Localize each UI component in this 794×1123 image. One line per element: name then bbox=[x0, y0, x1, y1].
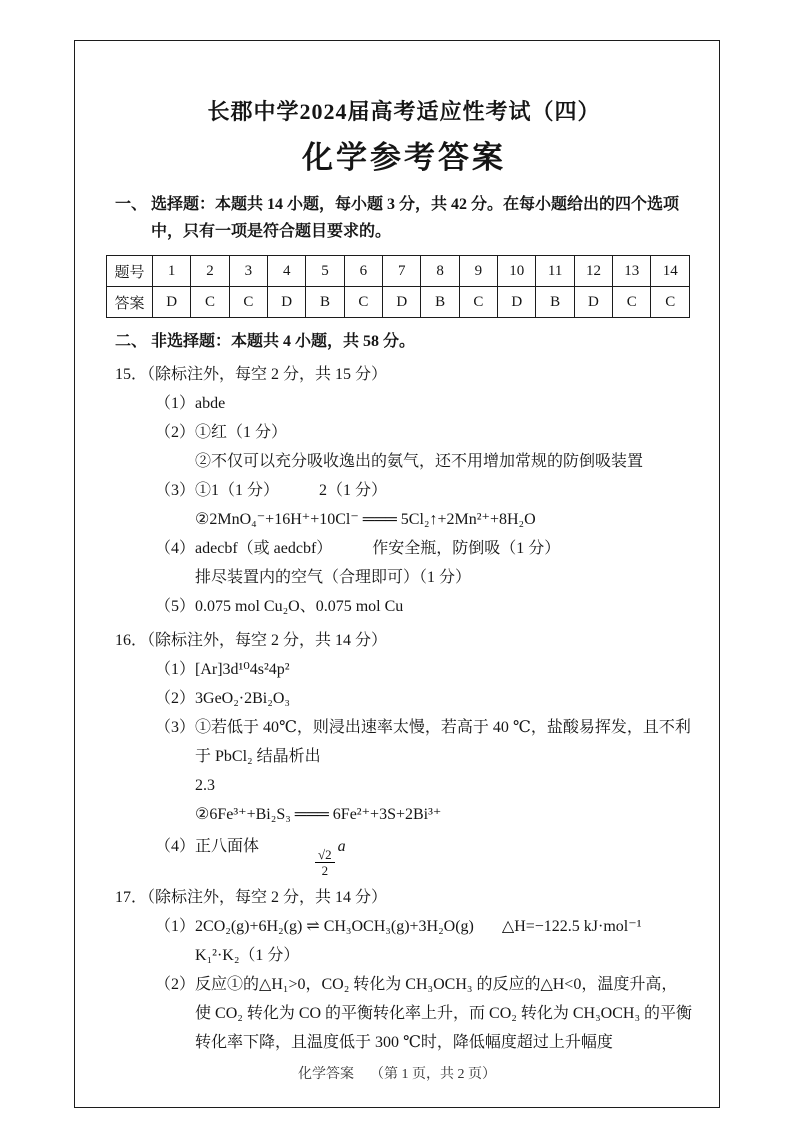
answer-cell: C bbox=[344, 287, 382, 318]
answer-cell: D bbox=[498, 287, 536, 318]
answer-item bbox=[155, 592, 693, 621]
chem-equation: ②2MnO₄⁻+16H⁺+10Cl⁻ ═══ 5Cl₂↑+2Mn²⁺+8H₂O bbox=[195, 511, 536, 528]
question-15-block bbox=[115, 360, 693, 621]
answers-title: 化学参考答案 bbox=[302, 140, 506, 175]
enthalpy-value: △H=−122.5 kJ·mol⁻¹ bbox=[501, 918, 642, 935]
question-number-cell: 5 bbox=[306, 256, 344, 287]
answer-cell: D bbox=[153, 287, 191, 318]
question-15-header bbox=[115, 360, 693, 389]
exam-title: 长郡中学2024届高考适应性考试（四） bbox=[207, 99, 601, 124]
answer-cell: B bbox=[536, 287, 574, 318]
question-number-cell: 1 bbox=[153, 256, 191, 287]
row-header-numbers: 题号 bbox=[107, 256, 153, 287]
electron-configuration: [Ar]3d¹⁰4s²4p² bbox=[195, 661, 290, 678]
item-label: （2） bbox=[155, 424, 196, 441]
footer-subject: 化学答案 bbox=[298, 1067, 354, 1082]
answer-cell: C bbox=[613, 287, 651, 318]
item-text: 反应①的△H₁>0，CO₂ 转化为 CH₃OCH₃ 的反应的△H<0，温度升高，使 CO₂ 转化为 CO 的平衡转化率上升，而 CO₂ 转化为 CH₃OCH₃ 的平衡转化率下降，且温度低于 300 ℃时，降低幅度超过上升幅度 bbox=[195, 976, 693, 1051]
question-number: 16． bbox=[115, 632, 148, 649]
question-number-cell: 13 bbox=[613, 256, 651, 287]
answer-cell: C bbox=[651, 287, 690, 318]
question-number: 17． bbox=[115, 889, 148, 906]
page-footer bbox=[75, 1063, 719, 1083]
fraction-denominator: 2 bbox=[321, 863, 329, 878]
answer-item bbox=[155, 829, 693, 878]
section-2-heading bbox=[115, 328, 693, 355]
question-number-cell: 14 bbox=[651, 256, 690, 287]
answer-cell: B bbox=[306, 287, 344, 318]
item-label: （2） bbox=[155, 690, 196, 707]
question-number-cell: 10 bbox=[498, 256, 536, 287]
item-text: 正八面体 bbox=[195, 838, 260, 855]
answer-item bbox=[155, 534, 693, 592]
item-label: （1） bbox=[155, 918, 196, 935]
answer-item bbox=[155, 476, 693, 534]
item-text: ①1（1 分） bbox=[195, 482, 280, 499]
question-16-block bbox=[115, 626, 693, 878]
section-1-number: 一、 bbox=[115, 196, 148, 213]
answer-cell: C bbox=[191, 287, 229, 318]
answer-cell: B bbox=[421, 287, 459, 318]
chem-formula: 3GeO₂·2Bi₂O₃ bbox=[195, 690, 290, 707]
page-border-frame bbox=[74, 40, 720, 1108]
scoring-note: （除标注外，每空 2 分，共 14 分） bbox=[147, 889, 388, 906]
equilibrium-constant: K₁²·K₂（1 分） bbox=[195, 947, 300, 964]
question-number-cell: 6 bbox=[344, 256, 382, 287]
section-1-text: 选择题：本题共 14 小题，每小题 3 分，共 42 分。在每小题给出的四个选项中，只有一项是符合题目要求的。 bbox=[151, 196, 680, 240]
answer-cell: D bbox=[574, 287, 612, 318]
item-text: ①红（1 分） bbox=[195, 424, 288, 441]
question-17-block bbox=[115, 883, 693, 1057]
item-label: （4） bbox=[155, 540, 196, 557]
question-16-header bbox=[115, 626, 693, 655]
answer-item bbox=[155, 912, 693, 970]
chem-equation: 2CO₂(g)+6H₂(g) ⇌ CH₃OCH₃(g)+3H₂O(g) bbox=[195, 918, 474, 935]
answer-cell: D bbox=[268, 287, 306, 318]
item-text: ①若低于 40℃，则浸出速率太慢，若高于 40 ℃，盐酸易挥发，且不利于 PbCl₂ 结晶析出 bbox=[195, 719, 691, 765]
answer-item bbox=[155, 684, 693, 713]
question-number: 15． bbox=[115, 366, 148, 383]
section-1-heading bbox=[115, 191, 693, 245]
answer-item bbox=[155, 418, 693, 476]
section-2-number: 二、 bbox=[115, 333, 148, 350]
item-label: （3） bbox=[155, 719, 196, 736]
answer-table bbox=[106, 255, 690, 318]
footer-page-number: （第 1 页，共 2 页） bbox=[370, 1067, 496, 1082]
row-header-answers: 答案 bbox=[107, 287, 153, 318]
fraction-numerator: √2 bbox=[315, 847, 335, 863]
answer-cell: C bbox=[459, 287, 497, 318]
question-number-cell: 3 bbox=[229, 256, 267, 287]
question-17-header bbox=[115, 883, 693, 912]
answer-item bbox=[155, 389, 693, 418]
question-number-cell: 4 bbox=[268, 256, 306, 287]
question-number-cell: 2 bbox=[191, 256, 229, 287]
item-label: （3） bbox=[155, 482, 196, 499]
item-label: （1） bbox=[155, 395, 196, 412]
item-label: （5） bbox=[155, 598, 196, 615]
question-number-cell: 12 bbox=[574, 256, 612, 287]
answer-item bbox=[155, 713, 693, 829]
section-2-text: 非选择题：本题共 4 小题，共 58 分。 bbox=[151, 333, 416, 350]
item-text: 2.3 bbox=[195, 777, 216, 794]
item-text: 排尽装置内的空气（合理即可）（1 分） bbox=[195, 569, 472, 586]
item-text: ②不仅可以充分吸收逸出的氨气，还不用增加常规的防倒吸装置 bbox=[195, 453, 644, 470]
answer-cell: C bbox=[229, 287, 267, 318]
question-number-cell: 8 bbox=[421, 256, 459, 287]
answer-cell: D bbox=[383, 287, 421, 318]
question-number-cell: 9 bbox=[459, 256, 497, 287]
item-text: 作安全瓶，防倒吸（1 分） bbox=[372, 540, 561, 557]
question-number-cell: 7 bbox=[383, 256, 421, 287]
item-text: 0.075 mol Cu₂O、0.075 mol Cu bbox=[195, 598, 404, 615]
item-label: （4） bbox=[155, 838, 196, 855]
question-number-cell: 11 bbox=[536, 256, 574, 287]
variable-a: a bbox=[337, 838, 346, 855]
item-text: 2（1 分） bbox=[319, 482, 388, 499]
table-row-question-numbers bbox=[107, 256, 690, 287]
chem-equation: ②6Fe³⁺+Bi₂S₃ ═══ 6Fe²⁺+3S+2Bi³⁺ bbox=[195, 806, 442, 823]
item-text: abde bbox=[195, 395, 226, 412]
table-row-answers bbox=[107, 287, 690, 318]
answer-item bbox=[155, 970, 693, 1057]
fraction bbox=[315, 847, 335, 878]
item-label: （1） bbox=[155, 661, 196, 678]
scoring-note: （除标注外，每空 2 分，共 15 分） bbox=[147, 366, 388, 383]
item-text: adecbf（或 aedcbf） bbox=[195, 540, 333, 557]
answer-item bbox=[155, 655, 693, 684]
scoring-note: （除标注外，每空 2 分，共 14 分） bbox=[147, 632, 388, 649]
item-label: （2） bbox=[155, 976, 196, 993]
